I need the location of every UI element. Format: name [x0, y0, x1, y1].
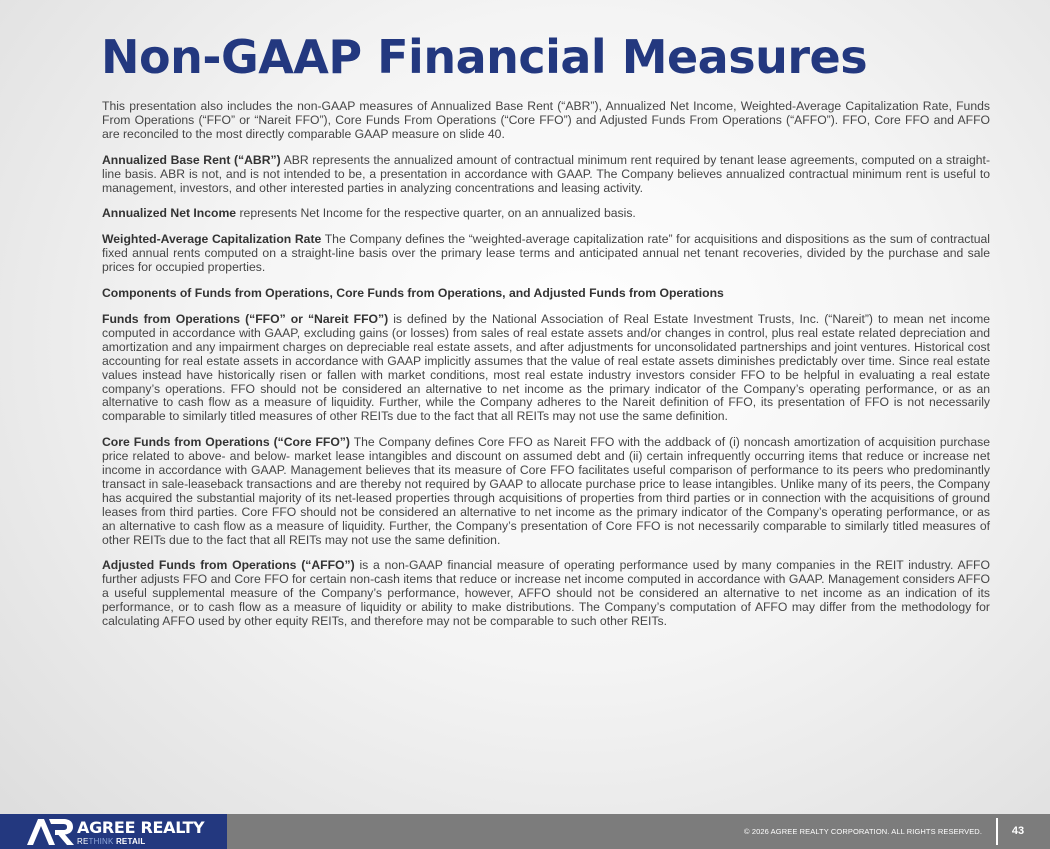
- tagline-re: RE: [77, 837, 89, 846]
- footer-bar: [0, 814, 1050, 849]
- wacr-term: Weighted-Average Capitalization Rate: [102, 232, 322, 247]
- affo-definition: is a non-GAAP financial measure of operating performance used by many companies in the REIT industry. AFFO further adjusts FFO and Core FFO for certain non-cash items that reduce or increase net income computed in accordance with GAAP. Management considers AFFO a useful supplemental measure of the Company’s performance, however, AFFO should not be considered an alternative to net income as an indication of its performance, or to cash flow as a measure of liquidity or ability to make distributions. The Company’s computation of AFFO may differ from the methodology for calculating AFFO used by other equity REITs, and therefore may not be comparable to such other REITs.: [102, 558, 990, 629]
- ani-definition: represents Net Income for the respective quarter, on an annualized basis.: [236, 206, 636, 221]
- core-ffo-term: Core Funds from Operations (“Core FFO”): [102, 435, 350, 450]
- wacr-paragraph: [102, 233, 990, 275]
- tagline-think: THINK: [88, 837, 114, 846]
- body-content: [102, 100, 990, 629]
- page-number: 43: [1011, 825, 1025, 837]
- tagline: [77, 837, 145, 847]
- wacr-definition: The Company defines the “weighted-average capitalization rate” for acquisitions and dispositions as the sum of contractual fixed annual rents computed on a straight-line basis over the primary lease terms and anticipated annual net tenant recoveries, divided by the purchase and sale prices for occupied properties.: [102, 232, 990, 275]
- ffo-definition: is defined by the National Association of Real Estate Investment Trusts, Inc. (“Nareit”) to mean net income computed in accordance with GAAP, excluding gains (or losses) from sales of real estate assets and/or changes in control, plus real estate related depreciation and amortization and any impairment charges on depreciable real estate assets, and after adjustments for unconsolidated partnerships and joint ventures. Historical cost accounting for real estate assets in accordance with GAAP implicitly assumes that the value of real estate assets diminishes predictably over time. Since real estate values instead have historically risen or fallen with market conditions, most real estate industry investors consider FFO to be helpful in evaluating a real estate company’s operations. FFO should not be considered an alternative to net income as the primary indicator of the Company’s operating performance, or as an alternative to cash flow as a measure of liquidity. Further, while the Company adheres to the Nareit definition of FFO, its presentation of FFO is not necessarily comparable to similarly titled measures of other REITs due to the fact that all REITs may not use the same definition.: [102, 311, 990, 424]
- abr-term: Annualized Base Rent (“ABR”): [102, 152, 281, 167]
- copyright-notice: © 2026 AGREE REALTY CORPORATION. ALL RIGHTS RESERVED.: [744, 827, 982, 836]
- affo-paragraph: [102, 559, 990, 629]
- company-logo: [0, 814, 227, 849]
- ani-term: Annualized Net Income: [102, 206, 237, 221]
- agree-ar-monogram-icon: [27, 819, 75, 845]
- core-ffo-paragraph: [102, 436, 990, 547]
- abr-paragraph: [102, 154, 990, 196]
- components-heading: [102, 287, 990, 301]
- intro-paragraph: This presentation also includes the non-GAAP measures of Annualized Base Rent (“ABR”), Annualized Net Income, Weighted-Average Capitalization Rate, Funds From Operations (“FFO” or “Nareit FFO”), Core Funds From Operations (“Core FFO”) and Adjusted Funds From Operations (“AFFO”). FFO, Core FFO and AFFO are reconciled to the most directly comparable GAAP measure on slide 40.: [102, 99, 990, 141]
- page-title: Non-GAAP Financial Measures: [101, 30, 868, 84]
- abr-definition: ABR represents the annualized amount of contractual minimum rent required by tenant lease agreements, computed on a straight-line basis. ABR is not, and is not intended to be, a presentation in accordance with GAAP. The Company believes annualized contractual minimum rent is useful to management, investors, and other interested parties in analyzing concentrations and leasing activity.: [102, 152, 990, 195]
- tagline-retail: RETAIL: [113, 837, 146, 846]
- affo-term: Adjusted Funds from Operations (“AFFO”): [102, 558, 355, 573]
- ffo-term: Funds from Operations (“FFO” or “Nareit FFO”): [102, 311, 389, 326]
- core-ffo-definition: The Company defines Core FFO as Nareit FFO with the addback of (i) noncash amortization of acquisition purchase price related to above- and below- market lease intangibles and discount on assumed debt and (ii) certain infrequently occurring items that reduce or increase net income in accordance with GAAP. Management believes that its measure of Core FFO facilitates useful comparison of performance to its peers who predominantly transact in sale-leaseback transactions and are thereby not required by GAAP to allocate purchase price to lease intangibles. Unlike many of its peers, the Company has acquired the substantial majority of its net-leased properties through acquisitions of properties from third parties or in connection with the acquisitions of ground leases from third parties. Core FFO should not be considered an alternative to net income as the primary indicator of the Company’s operating performance, or as an alternative to cash flow as a measure of liquidity. Further, the Company’s presentation of Core FFO is not necessarily comparable to similarly titled measures of other REITs due to the fact that all REITs may not use the same definition.: [102, 435, 990, 547]
- brand-name: AGREE REALTY: [77, 818, 205, 837]
- ani-paragraph: [102, 207, 990, 221]
- ffo-paragraph: [102, 313, 990, 424]
- components-heading-text: Components of Funds from Operations, Core Funds from Operations, and Adjusted Funds from Operations: [102, 286, 724, 301]
